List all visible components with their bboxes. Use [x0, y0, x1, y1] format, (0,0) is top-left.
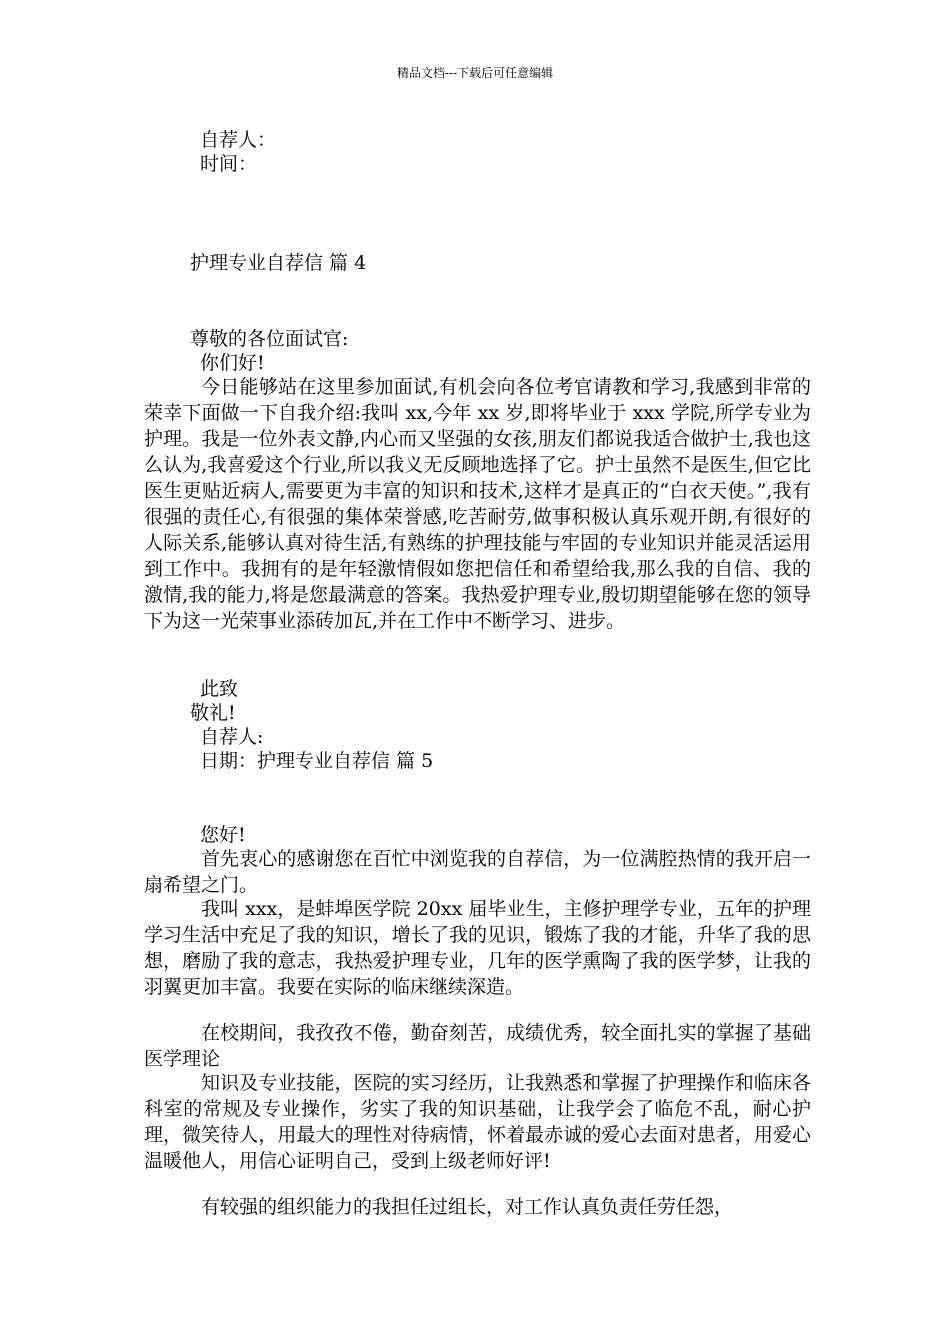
- letter5-paragraph-2: 我叫 xxx，是蚌埠医学院 20xx 届毕业生，主修护理学专业，五年的护理学习生活中充足了我的知识，增长了我的见识，锻炼了我的才能，升华了我的思想，磨励了我的意志，我热爱护理专业，几年的医学熏陶了我的医学梦，让我的羽翼更加丰富。我要在实际的临床继续深造。: [144, 898, 811, 998]
- letter4-greeting: 你们好!: [200, 352, 265, 374]
- top-recommender-label: 自荐人：: [200, 129, 277, 151]
- letter4-body: 今日能够站在这里参加面试,有机会向各位考官请教和学习,我感到非常的荣幸下面做一下自我介绍:我叫 xx,今年 xx 岁,即将毕业于 xxx 学院,所学专业为护理。我是一位外表文静,内心而又坚强的女孩,朋友们都说我适合做护士,我也这么认为,我喜爱这个行业,所以我义无反顾地选择了它。护士虽然不是医生,但它比医生更贴近病人,需要更为丰富的知识和技术,这样才是真正的“白衣天使。”,我有很强的责任心,有很强的集体荣誉感,吃苦耐劳,做事积极认真乐观开朗,有很好的人际关系,能够认真对待生活,有熟练的护理技能与牢固的专业知识并能灵活运用到工作中。我拥有的是年轻激情假如您把信任和希望给我,那么我的自信、我的激情,我的能力,将是您最满意的答案。我热爱护理专业,殷切期望能够在您的领导下为这一光荣事业添砖加瓦,并在工作中不断学习、进步。: [144, 376, 811, 632]
- letter4-date-line: 日期：护理专业自荐信 篇 5: [200, 750, 434, 772]
- letter5-greeting: 您好!: [200, 824, 246, 846]
- letter4-closing-2: 敬礼!: [190, 702, 236, 724]
- letter5-paragraph-5: 有较强的组织能力的我担任过组长，对工作认真负责任劳任怨，: [201, 1196, 734, 1218]
- letter4-closing-1: 此致: [200, 678, 239, 700]
- letter5-paragraph-3: 在校期间，我孜孜不倦，勤奋刻苦，成绩优秀，较全面扎实的掌握了基础医学理论: [144, 1022, 811, 1070]
- page-header: 精品文档---下载后可任意编辑: [396, 66, 554, 80]
- letter5-paragraph-4: 知识及专业技能，医院的实习经历，让我熟悉和掌握了护理操作和临床各科室的常规及专业操作，劣实了我的知识基础，让我学会了临危不乱，耐心护理，微笑待人，用最大的理性对待病情，怀着最赤诚的爱心去面对患者，用爱心温暖他人，用信心证明自己，受到上级老师好评!: [144, 1072, 811, 1172]
- letter4-title: 护理专业自荐信 篇 4: [190, 252, 367, 274]
- letter4-recommender: 自荐人:: [200, 726, 264, 748]
- letter4-salutation: 尊敬的各位面试官:: [190, 328, 349, 350]
- top-time-label: 时间：: [200, 153, 258, 175]
- letter5-paragraph-1: 首先衷心的感谢您在百忙中浏览我的自荐信，为一位满腔热情的我开启一扇希望之门。: [144, 848, 811, 896]
